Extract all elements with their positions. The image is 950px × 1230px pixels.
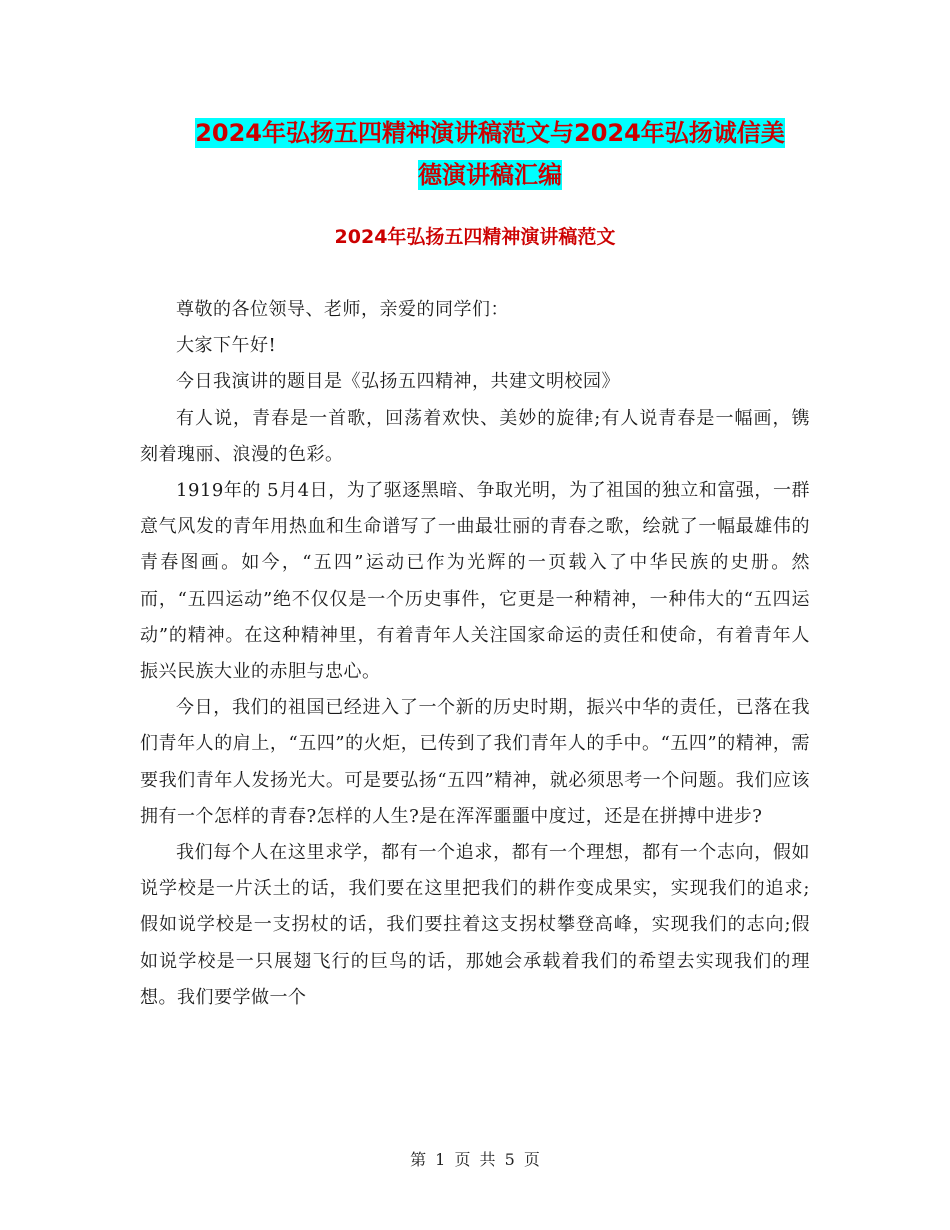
paragraph: 今日，我们的祖国已经进入了一个新的历史时期，振兴中华的责任，已落在我们青年人的肩上，“五四”的火炬，已传到了我们青年人的手中。“五四”的精神，需要我们青年人发扬光大。可是要弘扬“五四”精神，就必须思考一个问题。我们应该拥有一个怎样的青春?怎样的人生?是在浑浑噩噩中度过，还是在拼搏中进步?: [140, 697, 810, 827]
document-title-line-1: 2024年弘扬五四精神演讲稿范文与2024年弘扬诚信美: [195, 119, 785, 147]
document-title-line-2: 德演讲稿汇编: [418, 161, 562, 189]
document-body: [140, 292, 810, 1016]
paragraph: 1919年的 5月4日，为了驱逐黑暗、争取光明，为了祖国的独立和富强，一群意气风发的青年用热血和生命谱写了一曲最壮丽的青春之歌，绘就了一幅最雄伟的青春图画。如今，“五四”运动已作为光辉的一页载入了中华民族的史册。然而，“五四运动”绝不仅仅是一个历史事件，它更是一种精神，一种伟大的“五四运动”的精神。在这种精神里，有着青年人关注国家命运的责任和使命，有着青年人振兴民族大业的赤胆与忠心。: [140, 480, 810, 683]
paragraph: 尊敬的各位领导、老师，亲爱的同学们：: [176, 299, 509, 320]
paragraph: 我们每个人在这里求学，都有一个追求，都有一个理想，都有一个志向，假如说学校是一片沃土的话，我们要在这里把我们的耕作变成果实，实现我们的追求;假如说学校是一支拐杖的话，我们要拄着这支拐杖攀登高峰，实现我们的志向;假如说学校是一只展翅飞行的巨鸟的话，那她会承载着我们的希望去实现我们的理想。我们要学做一个: [140, 842, 810, 1008]
section-title: 2024年弘扬五四精神演讲稿范文: [334, 226, 616, 248]
document-title: [140, 112, 840, 196]
paragraph: 大家下午好!: [176, 335, 277, 357]
page-number-footer: 第 1 页 共 5 页: [410, 1150, 540, 1169]
paragraph: 有人说，青春是一首歌，回荡着欢快、美妙的旋律;有人说青春是一幅画，镌刻着瑰丽、浪漫的色彩。: [140, 407, 810, 465]
paragraph: 今日我演讲的题目是《弘扬五四精神，共建文明校园》: [176, 371, 620, 393]
